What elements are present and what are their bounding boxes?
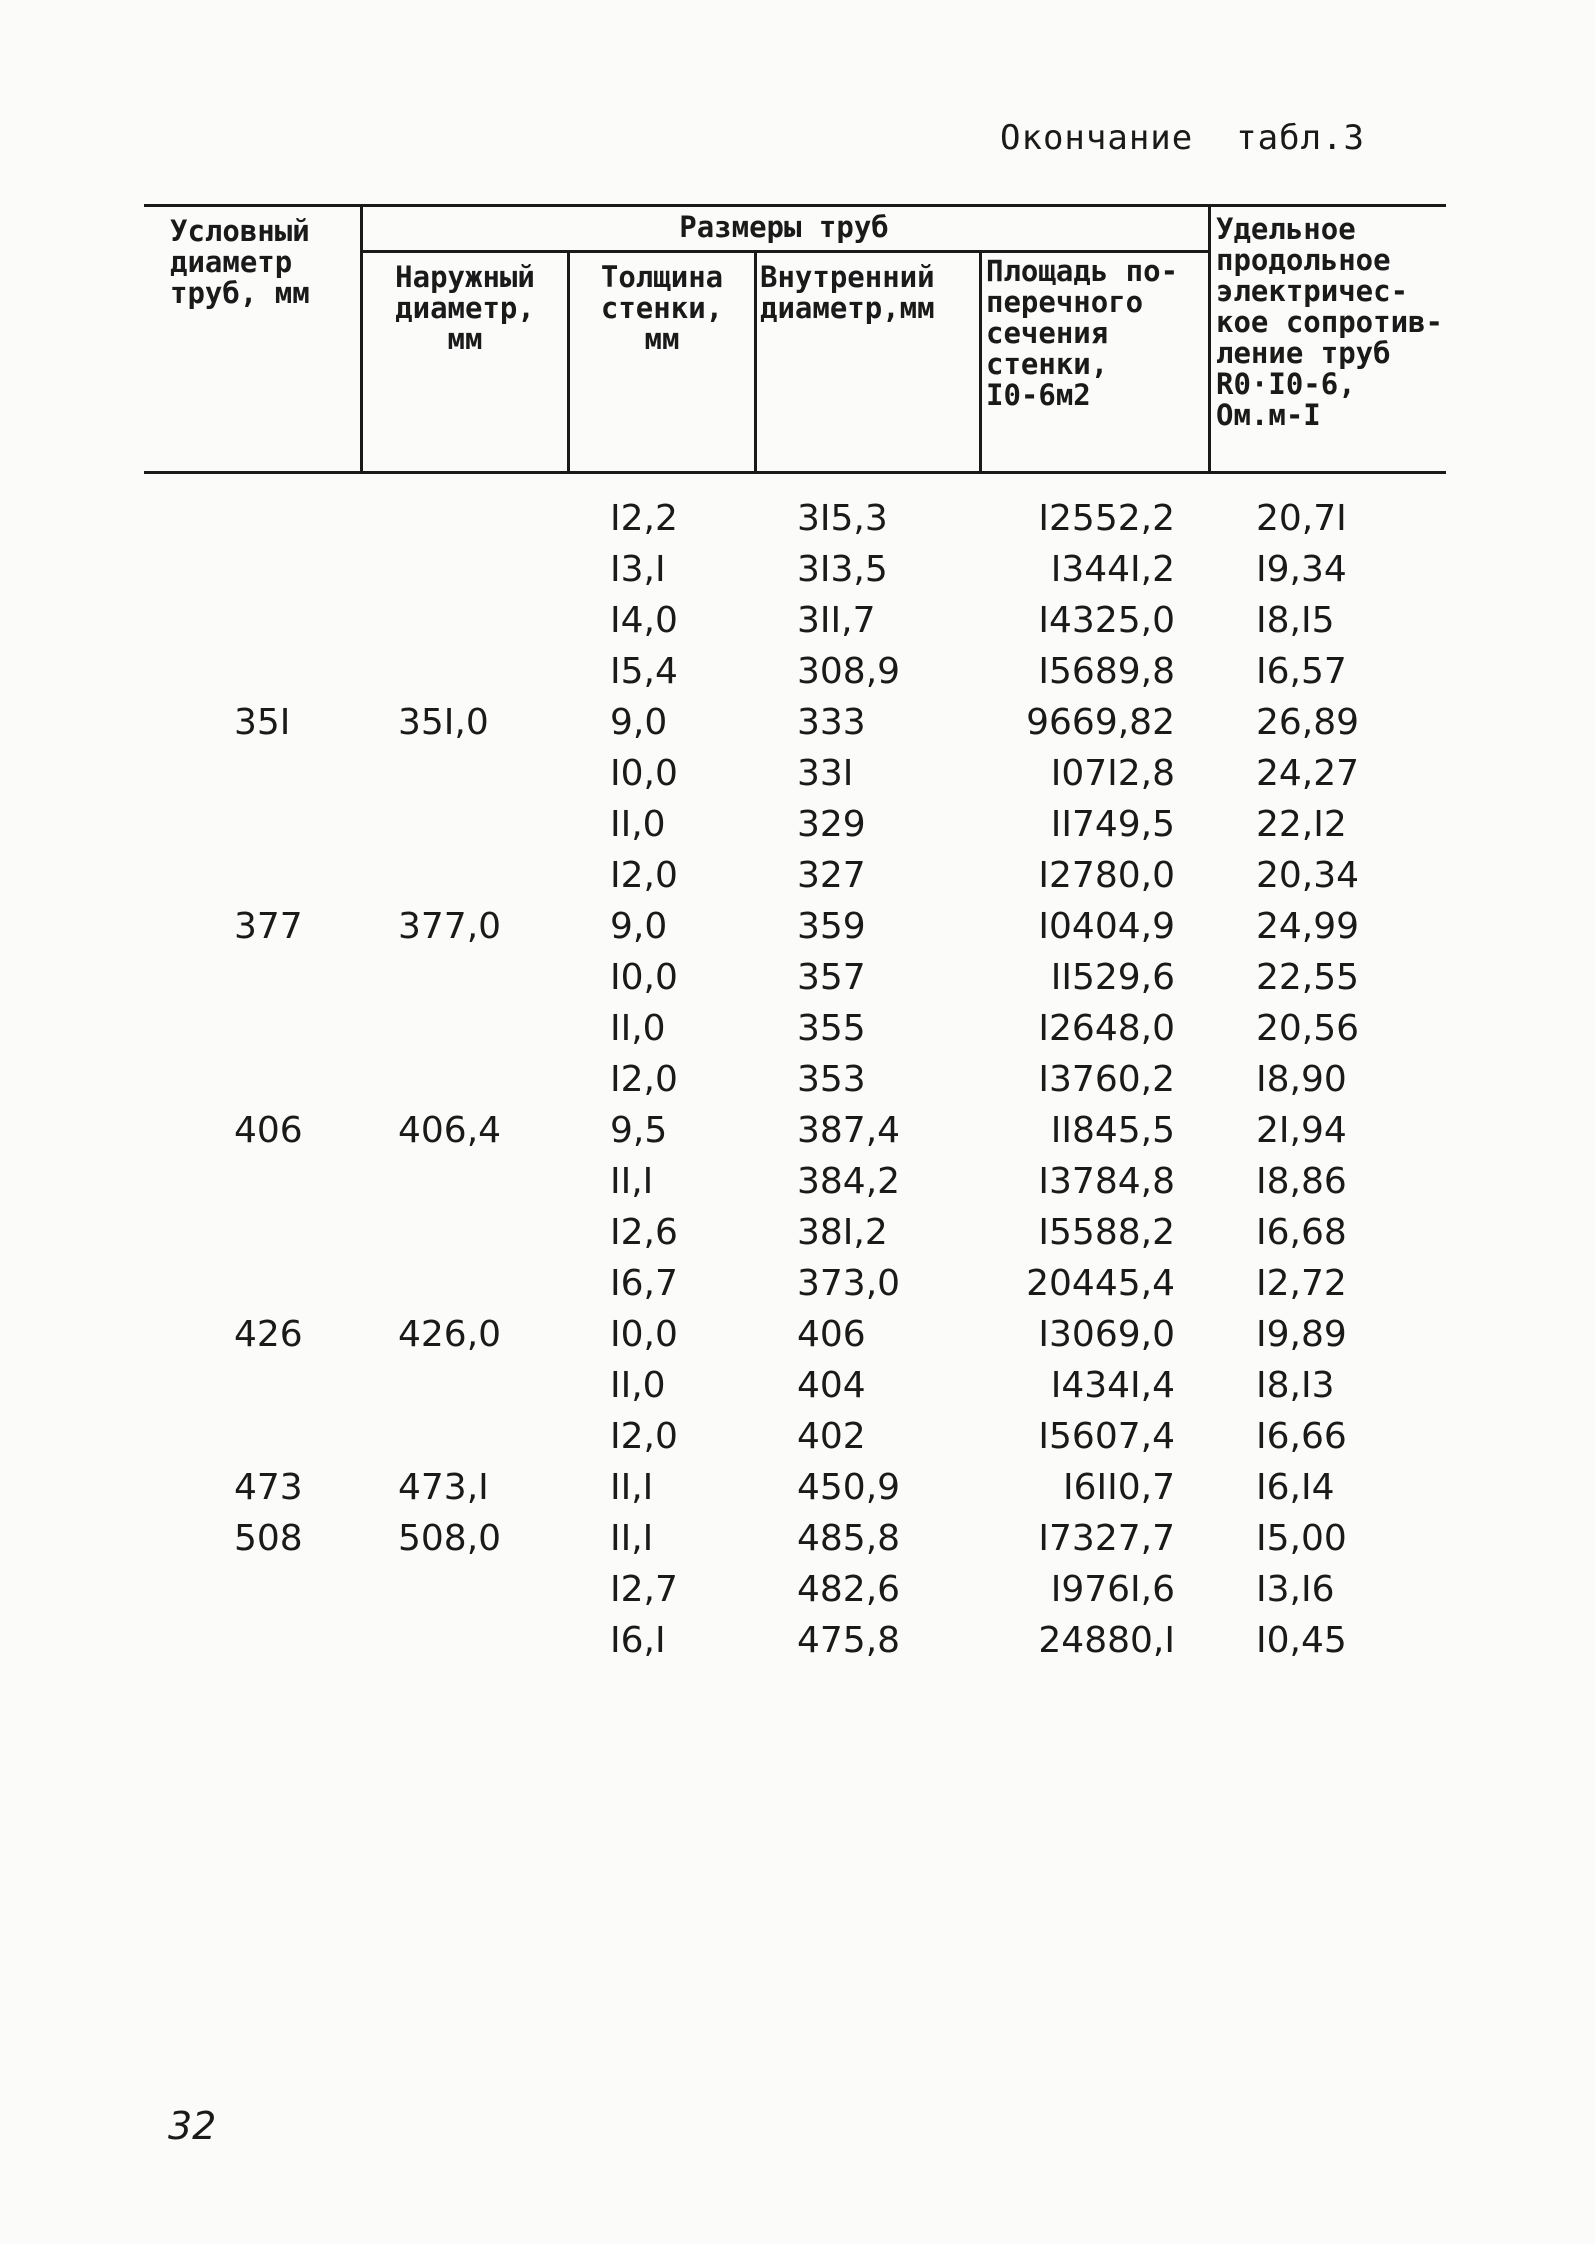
- cell-wall-thickness: I3,I: [610, 549, 666, 590]
- subheader-rule: [360, 250, 1208, 253]
- table-row: [0, 1161, 1595, 1212]
- page-number: 32: [168, 2104, 217, 2148]
- cell-outer-diameter: 35I,0: [398, 702, 489, 743]
- cell-wall-area: I2780,0: [1038, 855, 1175, 896]
- table-row: [0, 957, 1595, 1008]
- cell-wall-area: II749,5: [1050, 804, 1175, 845]
- cell-inner-diameter: 384,2: [797, 1161, 901, 1202]
- cell-inner-diameter: 450,9: [797, 1467, 901, 1508]
- table-row: [0, 1416, 1595, 1467]
- cell-nominal-diameter: 406: [234, 1110, 303, 1151]
- cell-inner-diameter: 355: [797, 1008, 866, 1049]
- header-wall-area: Площадь по- перечного сечения стенки, I0-6м2: [986, 254, 1179, 412]
- table-row: [0, 1212, 1595, 1263]
- cell-resistivity: I9,89: [1256, 1314, 1347, 1355]
- table-caption: Окончание табл.3: [1000, 118, 1365, 158]
- cell-wall-area: I5607,4: [1038, 1416, 1175, 1457]
- cell-wall-area: 20445,4: [1026, 1263, 1175, 1304]
- cell-outer-diameter: 426,0: [398, 1314, 502, 1355]
- cell-wall-thickness: II,0: [610, 804, 666, 845]
- cell-wall-thickness: I2,0: [610, 1416, 678, 1457]
- cell-resistivity: I6,68: [1256, 1212, 1347, 1253]
- cell-wall-area: I434I,4: [1050, 1365, 1175, 1406]
- cell-wall-area: I5689,8: [1038, 651, 1175, 692]
- cell-resistivity: I6,57: [1256, 651, 1347, 692]
- cell-outer-diameter: 473,I: [398, 1467, 489, 1508]
- cell-resistivity: I3,I6: [1256, 1569, 1335, 1610]
- cell-wall-thickness: II,I: [610, 1161, 654, 1202]
- table-row: [0, 1110, 1595, 1161]
- cell-nominal-diameter: 508: [234, 1518, 303, 1559]
- cell-wall-thickness: I2,0: [610, 855, 678, 896]
- table-row: [0, 1263, 1595, 1314]
- cell-wall-area: I2648,0: [1038, 1008, 1175, 1049]
- cell-wall-thickness: II,0: [610, 1008, 666, 1049]
- table-row: [0, 1620, 1595, 1671]
- cell-inner-diameter: 3I3,5: [797, 549, 888, 590]
- cell-resistivity: 20,56: [1256, 1008, 1360, 1049]
- cell-wall-thickness: I2,2: [610, 498, 678, 539]
- table-row: [0, 855, 1595, 906]
- header-pipe-sizes: Размеры труб: [679, 210, 889, 244]
- table-row: [0, 753, 1595, 804]
- cell-resistivity: I6,I4: [1256, 1467, 1335, 1508]
- table-row: [0, 1569, 1595, 1620]
- cell-resistivity: I8,I5: [1256, 600, 1335, 641]
- header-nominal-diameter: Условный диаметр труб, мм: [170, 214, 310, 310]
- cell-nominal-diameter: 35I: [234, 702, 291, 743]
- cell-outer-diameter: 406,4: [398, 1110, 502, 1151]
- table-row: [0, 1518, 1595, 1569]
- header-wall-thickness: Толщина стенки, мм: [600, 260, 724, 356]
- cell-wall-area: I344I,2: [1050, 549, 1175, 590]
- cell-wall-thickness: 9,0: [610, 906, 668, 947]
- cell-wall-area: I3760,2: [1038, 1059, 1175, 1100]
- table-row: [0, 651, 1595, 702]
- table-row: [0, 600, 1595, 651]
- table-body: [0, 498, 1595, 1671]
- table-row: [0, 804, 1595, 855]
- cell-inner-diameter: 387,4: [797, 1110, 901, 1151]
- cell-resistivity: 24,99: [1256, 906, 1360, 947]
- cell-wall-thickness: I0,0: [610, 1314, 678, 1355]
- cell-wall-thickness: I2,7: [610, 1569, 678, 1610]
- cell-resistivity: 20,34: [1256, 855, 1360, 896]
- cell-wall-area: 9669,82: [1026, 702, 1175, 743]
- cell-wall-thickness: I2,6: [610, 1212, 678, 1253]
- cell-resistivity: I5,00: [1256, 1518, 1347, 1559]
- cell-inner-diameter: 404: [797, 1365, 866, 1406]
- cell-inner-diameter: 406: [797, 1314, 866, 1355]
- cell-wall-area: I2552,2: [1038, 498, 1175, 539]
- cell-inner-diameter: 333: [797, 702, 866, 743]
- cell-wall-thickness: I0,0: [610, 957, 678, 998]
- cell-wall-area: I3069,0: [1038, 1314, 1175, 1355]
- cell-resistivity: I0,45: [1256, 1620, 1347, 1661]
- cell-wall-thickness: II,I: [610, 1518, 654, 1559]
- cell-nominal-diameter: 426: [234, 1314, 303, 1355]
- cell-resistivity: 26,89: [1256, 702, 1360, 743]
- cell-resistivity: I6,66: [1256, 1416, 1347, 1457]
- cell-inner-diameter: 359: [797, 906, 866, 947]
- cell-nominal-diameter: 377: [234, 906, 303, 947]
- cell-wall-thickness: I2,0: [610, 1059, 678, 1100]
- cell-resistivity: I2,72: [1256, 1263, 1347, 1304]
- cell-inner-diameter: 308,9: [797, 651, 901, 692]
- cell-resistivity: I9,34: [1256, 549, 1347, 590]
- cell-wall-thickness: I6,7: [610, 1263, 678, 1304]
- cell-wall-thickness: I6,I: [610, 1620, 666, 1661]
- table-row: [0, 549, 1595, 600]
- cell-inner-diameter: 329: [797, 804, 866, 845]
- cell-wall-area: I5588,2: [1038, 1212, 1175, 1253]
- cell-inner-diameter: 327: [797, 855, 866, 896]
- table-row: [0, 1059, 1595, 1110]
- cell-wall-area: II529,6: [1050, 957, 1175, 998]
- cell-inner-diameter: 482,6: [797, 1569, 901, 1610]
- cell-wall-area: I0404,9: [1038, 906, 1175, 947]
- header-outer-diameter: Наружный диаметр, мм: [395, 260, 535, 356]
- cell-wall-area: I07I2,8: [1050, 753, 1175, 794]
- cell-resistivity: 22,I2: [1256, 804, 1347, 845]
- cell-wall-thickness: 9,0: [610, 702, 668, 743]
- table-row: [0, 1467, 1595, 1518]
- cell-wall-thickness: II,0: [610, 1365, 666, 1406]
- cell-wall-area: I4325,0: [1038, 600, 1175, 641]
- cell-inner-diameter: 357: [797, 957, 866, 998]
- table-row: [0, 1365, 1595, 1416]
- header-resistivity: Удельное продольное электричес- кое сопротив- ление труб R0·I0-6, Ом.м-I: [1216, 212, 1443, 432]
- cell-resistivity: 24,27: [1256, 753, 1360, 794]
- cell-inner-diameter: 3I5,3: [797, 498, 888, 539]
- cell-resistivity: 20,7I: [1256, 498, 1347, 539]
- cell-wall-area: I3784,8: [1038, 1161, 1175, 1202]
- cell-inner-diameter: 402: [797, 1416, 866, 1457]
- cell-resistivity: 22,55: [1256, 957, 1360, 998]
- cell-wall-area: II845,5: [1050, 1110, 1175, 1151]
- cell-wall-thickness: I4,0: [610, 600, 678, 641]
- header-inner-diameter: Внутренний диаметр,мм: [760, 260, 935, 325]
- cell-wall-thickness: I0,0: [610, 753, 678, 794]
- cell-inner-diameter: 33I: [797, 753, 854, 794]
- cell-outer-diameter: 508,0: [398, 1518, 502, 1559]
- cell-wall-area: I7327,7: [1038, 1518, 1175, 1559]
- cell-inner-diameter: 475,8: [797, 1620, 901, 1661]
- cell-inner-diameter: 353: [797, 1059, 866, 1100]
- table-row: [0, 1314, 1595, 1365]
- cell-wall-thickness: II,I: [610, 1467, 654, 1508]
- cell-wall-area: I976I,6: [1050, 1569, 1175, 1610]
- cell-resistivity: 2I,94: [1256, 1110, 1347, 1151]
- cell-inner-diameter: 373,0: [797, 1263, 901, 1304]
- cell-wall-thickness: 9,5: [610, 1110, 668, 1151]
- cell-resistivity: I8,90: [1256, 1059, 1347, 1100]
- cell-wall-thickness: I5,4: [610, 651, 678, 692]
- table-row: [0, 906, 1595, 957]
- column-divider: [754, 250, 757, 472]
- cell-wall-area: I6II0,7: [1062, 1467, 1175, 1508]
- table-row: [0, 702, 1595, 753]
- table-top-rule: [144, 204, 1446, 207]
- column-divider: [979, 250, 982, 472]
- cell-inner-diameter: 38I,2: [797, 1212, 888, 1253]
- cell-resistivity: I8,86: [1256, 1161, 1347, 1202]
- header-bottom-rule: [144, 471, 1446, 474]
- cell-resistivity: I8,I3: [1256, 1365, 1335, 1406]
- column-divider: [1208, 204, 1211, 472]
- cell-inner-diameter: 485,8: [797, 1518, 901, 1559]
- table-row: [0, 1008, 1595, 1059]
- cell-nominal-diameter: 473: [234, 1467, 303, 1508]
- cell-wall-area: 24880,I: [1038, 1620, 1175, 1661]
- table-row: [0, 498, 1595, 549]
- cell-outer-diameter: 377,0: [398, 906, 502, 947]
- cell-inner-diameter: 3II,7: [797, 600, 876, 641]
